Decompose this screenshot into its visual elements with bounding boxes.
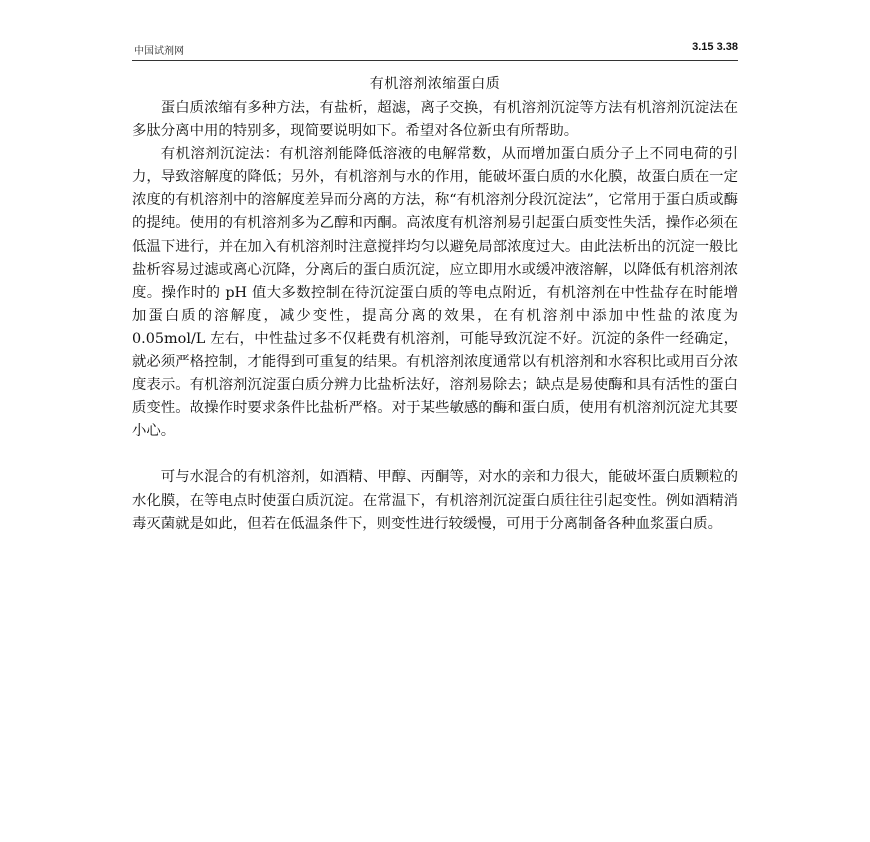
- header-site-name: 中国试剂网: [134, 46, 184, 57]
- document-body: [132, 97, 738, 536]
- page-header: [132, 40, 738, 60]
- paragraph-intro: 蛋白质浓缩有多种方法，有盐析，超滤，离子交换，有机溶剂沉淀等方法有机溶剂沉淀法在多肽分离中用的特别多，现简要说明如下。希望对各位新虫有所帮助。: [132, 100, 738, 140]
- paragraph-miscible-solvents: 可与水混合的有机溶剂，如酒精、甲醇、丙酮等，对水的亲和力很大，能破坏蛋白质颗粒的水化膜，在等电点时使蛋白质沉淀。在常温下，有机溶剂沉淀蛋白质往往引起变性。例如酒精消毒灭菌就是如此，但若在低温条件下，则变性进行较缓慢，可用于分离制备各种血浆蛋白质。: [132, 469, 738, 532]
- header-page-code: 3.15 3.38: [692, 41, 738, 53]
- header-divider: [132, 60, 738, 61]
- paragraph-method: 有机溶剂沉淀法：有机溶剂能降低溶液的电解常数，从而增加蛋白质分子上不同电荷的引力，导致溶解度的降低；另外，有机溶剂与水的作用，能破坏蛋白质的水化膜，故蛋白质在一定浓度的有机溶剂中的溶解度差异而分离的方法，称“有机溶剂分段沉淀法”，它常用于蛋白质或酶的提纯。使用的有机溶剂多为乙醇和丙酮。高浓度有机溶剂易引起蛋白质变性失活，操作必须在低温下进行，并在加入有机溶剂时注意搅拌均匀以避免局部浓度过大。由此法析出的沉淀一般比盐析容易过滤或离心沉降，分离后的蛋白质沉淀，应立即用水或缓冲液溶解，以降低有机溶剂浓度。操作时的 pH 值大多数控制在待沉淀蛋白质的等电点附近，有机溶剂在中性盐存在时能增加蛋白质的溶解度，减少变性，提高分离的效果，在有机溶剂中添加中性盐的浓度为 0.05mol/L 左右，中性盐过多不仅耗费有机溶剂，可能导致沉淀不好。沉淀的条件一经确定，就必须严格控制，才能得到可重复的结果。有机溶剂浓度通常以有机溶剂和水容积比或用百分浓度表示。有机溶剂沉淀蛋白质分辨力比盐析法好，溶剂易除去；缺点是易使酶和具有活性的蛋白质变性。故操作时要求条件比盐析严格。对于某些敏感的酶和蛋白质，使用有机溶剂沉淀尤其要小心。: [132, 146, 738, 440]
- paragraph-spacer: [132, 443, 738, 466]
- document-title: 有机溶剂浓缩蛋白质: [369, 76, 501, 92]
